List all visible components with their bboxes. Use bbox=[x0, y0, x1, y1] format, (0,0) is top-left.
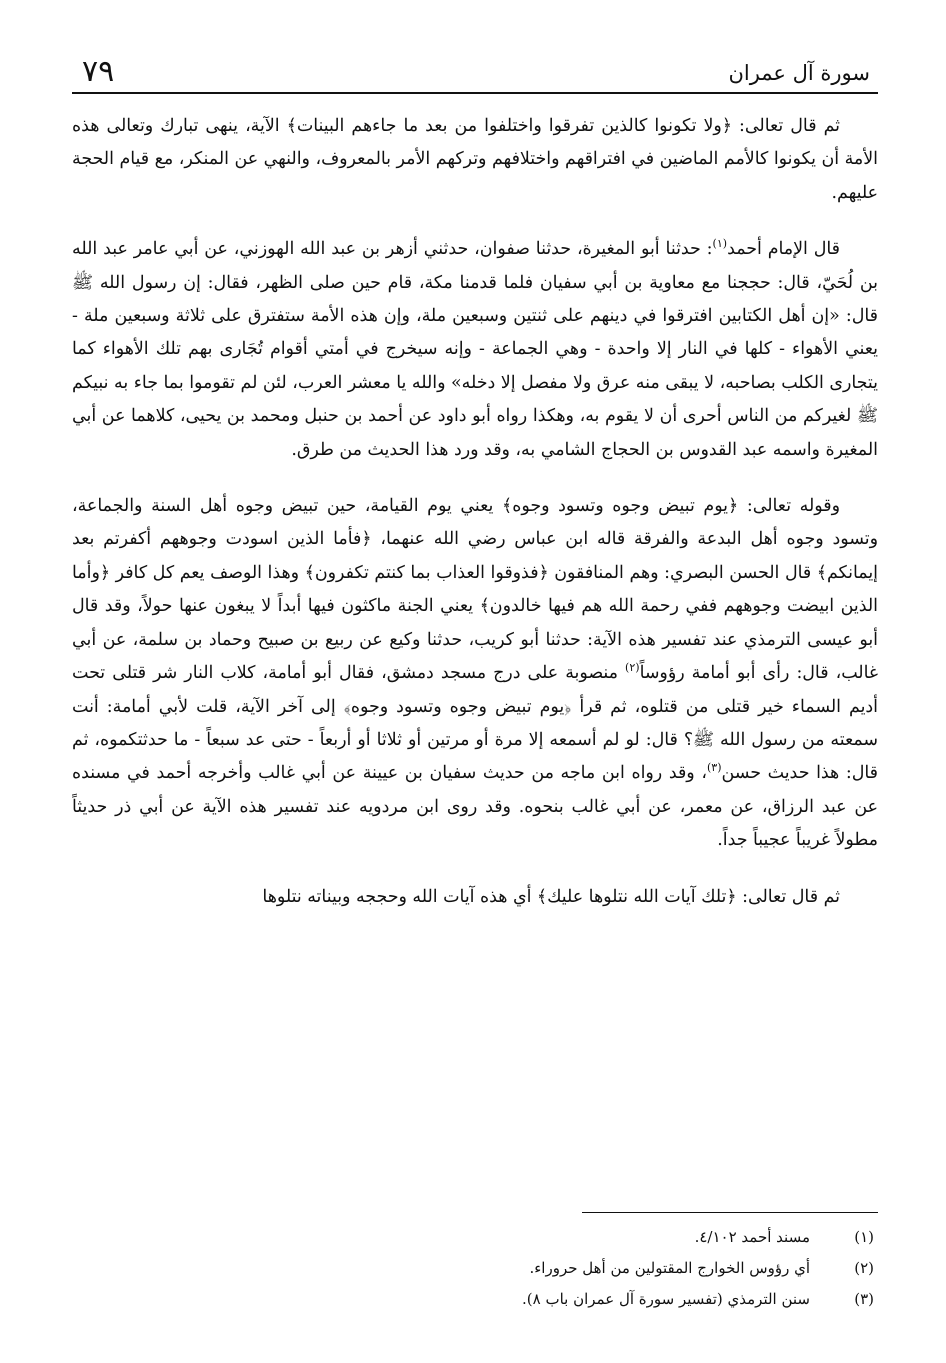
paragraph-last: ثم قال تعالى: ﴿تلك آيات الله نتلوها عليك﴾ أي هذه آيات الله وحججه وبيناته نتلوها bbox=[262, 886, 840, 907]
page-header bbox=[72, 52, 878, 94]
footnote-text: سنن الترمذي (تفسير سورة آل عمران باب ٨). bbox=[522, 1290, 810, 1308]
paragraph-tafsir bbox=[72, 490, 878, 857]
hadith-text: : حدثنا أبو المغيرة، حدثنا صفوان، حدثني أزهر بن عبد الله الهوزني، عن أبي عامر عبد الله بن لُحَيّ، قال: حججنا مع معاوية بن أبي سفيان فلما قدمنا مكة، قام حين صلى الظهر، فقال: إن رسول الله ﷺ قال: «إن أهل الكتابين افترقوا في دينهم على ثنتين وسبعين ملة، وإن هذه الأمة ستفترق على ثلاثة وسبعين ملة - يعني الأهواء - كلها في النار إلا واحدة - وهي الجماعة - وإنه سيخرج في أمتي أقوام تُجَارى بهم تلك الأهواء كما يتجارى الكلب بصاحبه، لا يبقى منه عرق ولا مفصل إلا دخله» والله يا معشر العرب، لئن لم تقوموا بما جاء به نبيكم ﷺ لغيركم من الناس أحرى أن لا يقوم به، وهكذا رواه أبو داود عن أحمد بن حنبل ومحمد بن يحيى، كلاهما عن أبي المغيرة واسمه عبد القدوس بن الحجاج الشامي به، وقد ورد هذا الحديث من طرق. bbox=[72, 239, 878, 460]
footnote-text: أي رؤوس الخوارج المقتولين من أهل حروراء. bbox=[529, 1259, 810, 1277]
footnote-number: (١) bbox=[854, 1228, 874, 1246]
footnotes bbox=[72, 1222, 878, 1315]
footnote-2 bbox=[72, 1253, 878, 1284]
footnote-1 bbox=[72, 1222, 878, 1253]
paragraph-hadith bbox=[72, 233, 878, 467]
tafsir-text-part-1: وقوله تعالى: ﴿يوم تبيض وجوه وتسود وجوه﴾ يعني يوم القيامة، حين تبيض وجوه أهل السنة والجماعة، وتسود وجوه أهل البدعة والفرقة قاله ابن عباس رضي الله عنهما، ﴿فأما الذين اسودت وجوههم أكفرتم بعد إيمانكم﴾ قال الحسن البصري: وهم المنافقون ﴿فذوقوا العذاب بما كنتم تكفرون﴾ وهذا الوصف يعم كل كافر ﴿وأما الذين ابيضت وجوههم ففي رحمة الله هم فيها خالدون﴾ يعني الجنة ماكثون فيها أبداً لا يبغون عنها حولاً، وقد قال أبو عيسى الترمذي عند تفسير هذه الآية: حدثنا أبو كريب، حدثنا وكيع عن ربيع بن صبيح وحماد بن سلمة، عن أبي غالب، قال: رأى أبو أمامة رؤوساً bbox=[72, 496, 878, 684]
tafsir-text-part-2: منصوبة على درج مسجد bbox=[440, 663, 626, 684]
paragraph-1: ثم قال تعالى: ﴿ولا تكونوا كالذين تفرقوا واختلفوا من بعد ما جاءهم البينات﴾ الآية، ينهى تبارك وتعالى هذه الأمة أن يكونوا كالأمم الماضين في افتراقهم واختلافهم وتركهم الأمر بالمعروف، والنهي عن المنكر، مع قيام الحجة عليهم. bbox=[72, 116, 878, 203]
hadith-intro: قال الإمام أحمد bbox=[727, 239, 840, 260]
footnote-ref-2[interactable]: (٢) bbox=[625, 661, 640, 675]
tafsir-text-part-4: ، وقد رواه ابن ماجه من حديث سفيان بن عيينة عن أبي غالب وأخرجه أحمد في مسنده عن عبد الرزاق، عن معمر، عن أبي غالب بنحوه. وقد روى ابن مردويه عند تفسير هذه الآية عن أبي ذر حديثاً مطولاً غريباً عجيباً جداً. bbox=[72, 763, 878, 851]
footnote-3 bbox=[72, 1284, 878, 1315]
footnote-number: (٢) bbox=[854, 1259, 874, 1277]
footnote-text: مسند أحمد ٤/١٠٢. bbox=[694, 1228, 810, 1246]
footnote-ref-3[interactable]: (٣) bbox=[706, 761, 722, 775]
tafsir-text-part-3: دمشق، فقال أبو أمامة، كلاب النار شر قتلى تحت أديم السماء خير قتلى من قتلوه، ثم قرأ ﴿يوم تبيض وجوه وتسود وجوه﴾ إلى آخر الآية، قلت لأبي أمامة: أنت سمعته من رسول الله ﷺ؟ قال: لو لم أسمعه إلا مرة أو مرتين أو ثلاثا أو أربعاً - حتى عد سبعاً - ما حدثتكموه، ثم قال: هذا حديث حسن bbox=[72, 663, 878, 784]
page-number: ٧٩ bbox=[82, 54, 115, 89]
footnote-ref-1[interactable]: (١) bbox=[712, 237, 728, 251]
running-title: سورة آل عمران bbox=[728, 61, 870, 85]
footnote-number: (٣) bbox=[854, 1290, 874, 1308]
main-text bbox=[72, 110, 878, 937]
footnote-divider bbox=[582, 1212, 878, 1213]
